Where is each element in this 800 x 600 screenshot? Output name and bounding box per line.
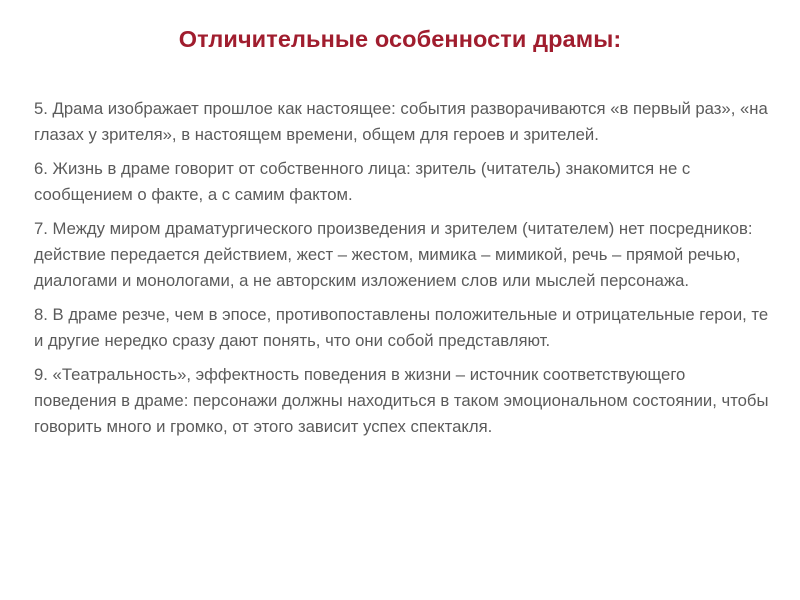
slide-title: Отличительные особенности драмы: bbox=[178, 26, 622, 52]
paragraph-item-9: 9. «Театральность», эффектность поведения в жизни – источник соответствующего поведения в драме: персонажи должны находиться в таком эмоциональном состоянии, чтобы говорить много и громко, от этого зависит успех спектакля. bbox=[34, 365, 769, 436]
slide-body bbox=[34, 96, 770, 448]
paragraph-item-5: 5. Драма изображает прошлое как настоящее: события разворачиваются «в первый раз», «на глазах у зрителя», в настоящем времени, общем для героев и зрителей. bbox=[34, 99, 768, 144]
paragraph-item-6: 6. Жизнь в драме говорит от собственного лица: зритель (читатель) знакомится не с сообщением о факте, а с самим фактом. bbox=[34, 159, 691, 204]
paragraph-item-7: 7. Между миром драматургического произведения и зрителем (читателем) нет посредников: действие передается действием, жест – жестом, мимика – мимикой, речь – прямой речью, диалогами и монологами, а не авторским изложением слов или мыслей персонажа. bbox=[34, 219, 753, 290]
paragraph-item-8: 8. В драме резче, чем в эпосе, противопоставлены положительные и отрицательные герои, те и другие нередко сразу дают понять, что они собой представляют. bbox=[34, 305, 769, 350]
